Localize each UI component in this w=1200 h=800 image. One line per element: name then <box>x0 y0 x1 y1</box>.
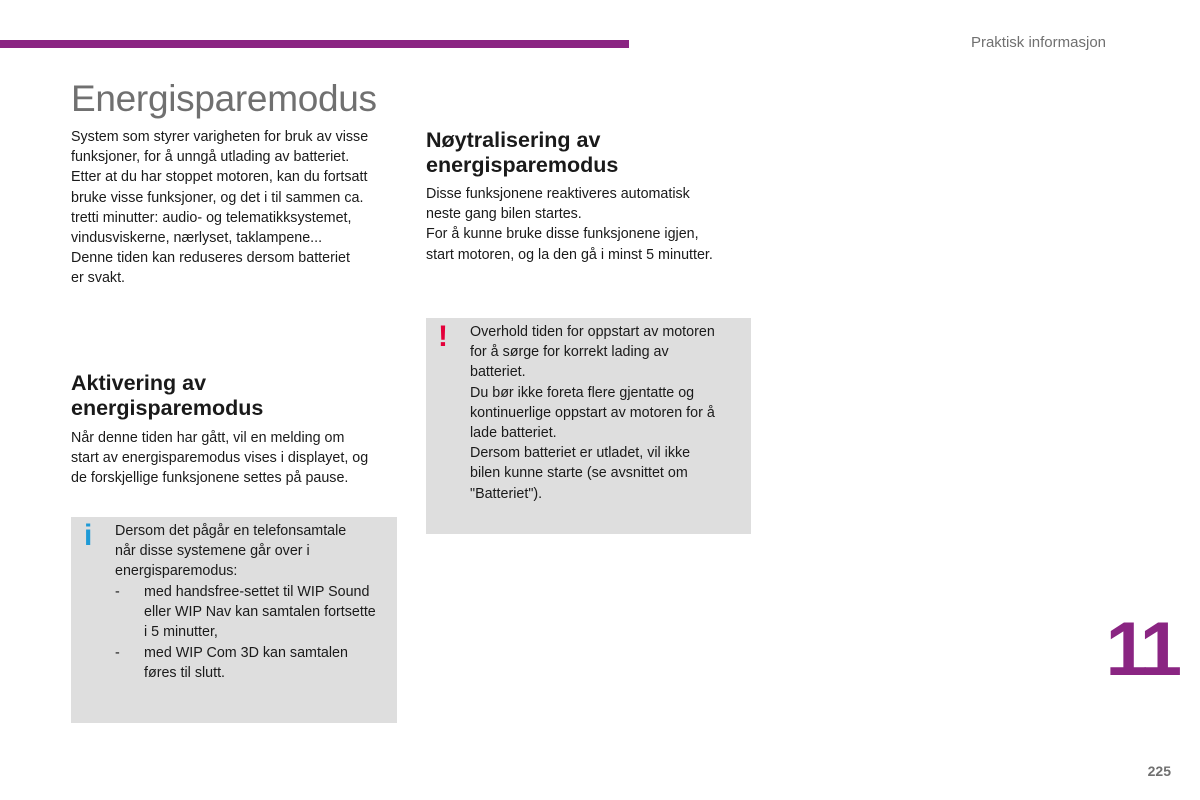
info-bullet-list <box>115 582 393 683</box>
bullet-text: med WIP Com 3D kan samtalen føres til slutt. <box>144 644 348 681</box>
header-accent-bar <box>0 40 629 48</box>
bullet-dash: - <box>115 584 120 600</box>
intro-section <box>71 127 401 289</box>
info-box-text: Dersom det pågår en telefonsamtale når disse systemene går over i energisparemodus: <box>115 523 347 580</box>
activation-text: Når denne tiden har gått, vil en melding om start av energisparemodus vises i displayet, og de forskjellige funksjonene settes på pause. <box>71 430 369 487</box>
bullet-dash: - <box>115 644 120 661</box>
intro-text: System som styrer varigheten for bruk av visse funksjoner, for å unngå utlading av batteriet. Etter at du har stoppet motoren, kan du fortsatt bruke visse funksjoner, og det i til sammen ca. tretti minutter: audio- og telematikksystemet, vindusviskerne, nærlyset, taklampene... Denne tiden kan reduseres dersom batteriet er svakt. <box>71 129 369 287</box>
neutralization-section <box>426 128 752 265</box>
section-header: Praktisk informasjon <box>970 34 1106 51</box>
activation-section <box>71 371 401 489</box>
neutralization-heading: Nøytralisering av energisparemodus <box>426 128 619 177</box>
list-item <box>115 582 393 643</box>
activation-heading: Aktivering av energisparemodus <box>71 371 264 420</box>
page-title: Energisparemodus <box>71 78 377 119</box>
list-item <box>115 643 393 683</box>
chapter-number: 11 <box>1105 607 1178 692</box>
bullet-text: med handsfree-settet til WIP Sound eller WIP Nav kan samtalen fortsette i 5 minutter, <box>144 584 376 641</box>
warning-box-text: Overhold tiden for oppstart av motoren for å sørge for korrekt lading av batteriet. Du bør ikke foreta flere gjentatte og kontinuerlige oppstart av motoren for å lade batteriet. Dersom batteriet er utladet, vil ikke bilen kunne starte (se avsnittet om "Batteriet"). <box>470 324 715 502</box>
info-icon: i <box>84 519 93 552</box>
info-box <box>71 517 397 723</box>
page-number: 225 <box>1147 763 1171 779</box>
neutralization-text: Disse funksjonene reaktiveres automatisk neste gang bilen startes. For å kunne bruke disse funksjonene igjen, start motoren, og la den gå i minst 5 minutter. <box>426 186 713 263</box>
warning-box <box>426 318 751 534</box>
warning-icon: ! <box>438 320 448 353</box>
